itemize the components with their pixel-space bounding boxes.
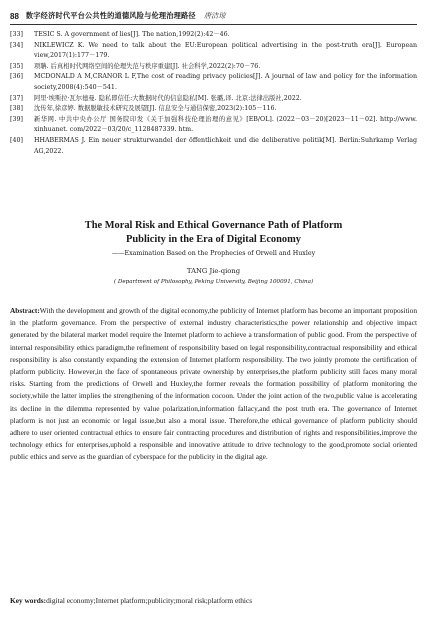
reference-item — [10, 136, 417, 157]
keywords — [10, 596, 417, 605]
running-title: 数字经济时代平台公共性的道德风险与伦理治理路径 — [25, 11, 196, 20]
reference-item — [10, 41, 417, 62]
paper-title-block — [10, 219, 417, 285]
reference-text: 阿里·埃斯拉·瓦尔德曼. 隐私即信任:大数据时代的信息隐私[M]. 张璐,译. 北京:法律出版社,2022. — [34, 94, 302, 102]
abstract-label: Abstract: — [10, 306, 40, 315]
reference-number: [34] — [10, 41, 23, 49]
reference-text: 项聃. 后真相时代网络空间的伦理失范与秩序重建[J]. 社会科学,2022(2):70－76. — [34, 62, 261, 70]
header-rule — [10, 24, 417, 25]
reference-text: NIKLEWICZ K. We need to talk about the EU:European political advertising in the post-truth era[J]. European view,2017(1):177－179. — [34, 41, 417, 60]
reference-number: [40] — [10, 136, 23, 144]
running-header — [10, 9, 417, 23]
reference-text: 沈传年,徐彦婷. 数据脱敏技术研究及展望[J]. 信息安全与通信保密,2023(2):105－116. — [34, 105, 277, 113]
reference-number: [35] — [10, 62, 23, 70]
reference-number: [39] — [10, 115, 23, 123]
reference-text: HHABERMAS J. Ein neuer strukturwandel der öffentlichkeit und die deliberative politik[M]. Berlin:Suhrkamp Verlag AG,2022. — [34, 136, 417, 155]
paper-affiliation: ( Department of Philosophy, Peking University, Beijing 100091, China) — [113, 279, 314, 285]
paper-title-line-1: The Moral Risk and Ethical Governance Path of Platform — [84, 220, 343, 231]
keywords-label: Key words: — [10, 596, 47, 605]
paper-title-line-2: Publicity in the Era of Digital Economy — [126, 233, 301, 245]
reference-item — [10, 72, 417, 93]
reference-item — [10, 30, 417, 41]
reference-text: TESIC S. A government of lies[J]. The nation,1992(2):42－46. — [34, 31, 230, 38]
abstract-text: With the development and growth of the digital economy,the publicity of Internet platform has become an important proposition in the platform governance. From the perspective of external industry characteristics,the power relationship and objective impact generated by the bilateral market model require the Internet platform to achieve a transformation of public good. From the perspective of internal responsibility ethics paradigm,the refinement of responsibility based on legal responsibility,contractual responsibility and ethical responsibility is also constantly expanding the extension of Internet platform responsibility. The two jointly promote the certification of platform publicity. However,in the face of spontaneous private ownership by enterprises,the platform publicity still faces many moral risks. Starting from the predictions of Orwell and Huxley,the former reveals the formation possibility of platform monitoring the society,while the latter implies the strengthening of the information cocoon. Under the joint action of the two,public value is accelerating its decline in the dilemma represented by value polarization,information fallacy,and the post truth era. The governance of Internet platform is not just an economic or legal issue,but also a moral issue. Therefore,the ethical governance of platform publicity should adhere to user oriented contractual ethics to ensure fair contracting procedures and distribution of rights and responsibilities,improve the technology ethics for enterprises,uphold a responsible and innovative attitude to drive technology to the good,promote social oriented public ethics and serve as the guardian of cyberspace for the publicity in the digital age. — [10, 306, 417, 462]
reference-item — [10, 104, 417, 115]
abstract — [10, 305, 417, 464]
reference-text: 新华网. 中共中央办公厅 国务院印发《关于加强科技伦理治理的意见》[EB/OL]. (2022－03－20)[2023－11－02]. http://www. xinhuanet. com/2022－03/20/c_1128487339. htm. — [34, 115, 417, 134]
reference-list — [10, 30, 417, 157]
reference-number: [38] — [10, 105, 23, 113]
reference-number: [37] — [10, 94, 23, 102]
reference-number: [36] — [10, 73, 23, 81]
reference-item — [10, 94, 417, 105]
keywords-text: digital economy;Internet platform;publicity;moral risk;platform ethics — [46, 596, 253, 605]
page-number: 88 — [10, 11, 19, 21]
reference-number: [33] — [10, 31, 23, 38]
paper-author: TANG Jie-qiong — [186, 267, 241, 275]
paper-subtitle: ——Examination Based on the Prophecies of Orwell and Huxley — [111, 250, 316, 257]
reference-item — [10, 115, 417, 136]
running-author: 唐洁琼 — [203, 11, 226, 20]
reference-text: MCDONALD A M,CRANOR L F,The cost of reading privacy policies[J]. A journal of law and policy for the information society,2008(4):540－541. — [34, 73, 417, 91]
reference-item — [10, 62, 417, 73]
